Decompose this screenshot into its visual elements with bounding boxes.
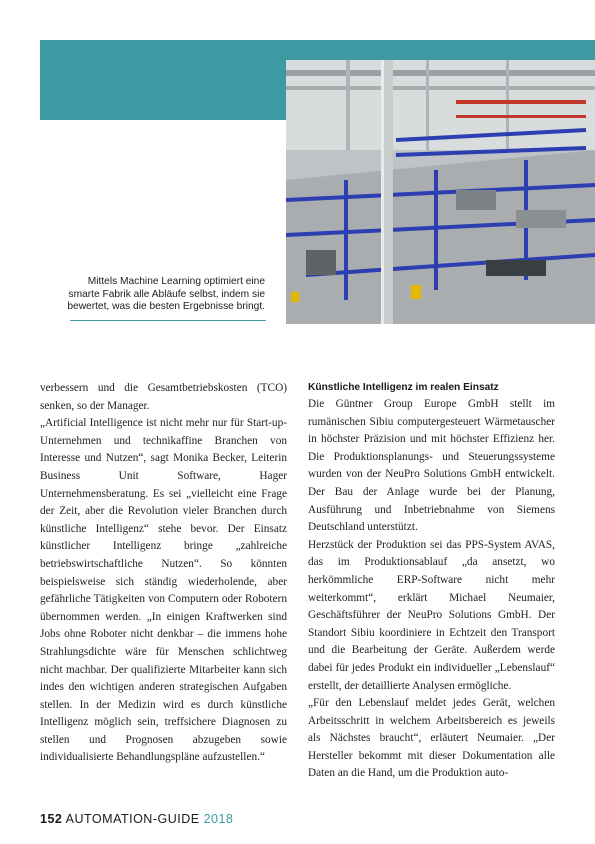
caption-rule bbox=[70, 320, 266, 321]
left-paragraph-1: verbessern und die Gesamtbetriebskosten (TCO) senken, so der Manager. bbox=[40, 382, 287, 412]
publication-year: 2018 bbox=[203, 812, 234, 826]
caption-line-3: bewertet, was die besten Ergebnisse bringt. bbox=[67, 301, 265, 312]
right-paragraph-3: „Für den Lebenslauf meldet jedes Gerät, welchen Arbeitsschritt in welchem Arbeitsbereich es jeweils als Nächstes braucht“, erläutert Neumaier. „Der Hersteller bekommt mit dieser Dokumentation alle Daten an die Hand, um die Produktion auto- bbox=[308, 697, 555, 780]
section-heading: Künstliche Intelligenz im realen Einsatz bbox=[308, 382, 499, 393]
publication-name: AUTOMATION-GUIDE bbox=[65, 812, 200, 826]
right-paragraph-1: Die Güntner Group Europe GmbH stellt im rumänischen Sibiu computergesteuert Wärmetauscher in höchster Präzision und mit höchster Effizienz her. Die Produktionsplanungs- und Steuerungssysteme wurden von der NeuPro Solutions GmbH entwickelt. Der Bau der Anlage wurde bei der Planung, Ausführung und Inbetriebnahme von Siemens Deutschland unterstützt. bbox=[308, 398, 555, 534]
right-paragraph-2: Herzstück der Produktion sei das PPS-System AVAS, das im Produktionsablauf „da ansetzt, wo herkömmliche ERP-Software nicht mehr weiterkommt“, erklärt Michael Neumaier, Geschäftsführer der NeuPro Solutions GmbH. Der Standort Sibiu koordiniere in Echtzeit den Transport und die Bearbeitung der Geräte. Außerdem werde dabei für jedes Produkt ein individueller „Lebenslauf“ erstellt, der detaillierte Analysen ermögliche. bbox=[308, 538, 555, 692]
page-number: 152 bbox=[40, 812, 63, 826]
factory-photo bbox=[286, 60, 595, 324]
left-column bbox=[40, 380, 287, 767]
caption-line-1: Mittels Machine Learning optimiert eine bbox=[87, 276, 265, 287]
header-color-block bbox=[40, 40, 286, 120]
photo-caption bbox=[60, 276, 265, 314]
left-paragraph-2: „Artificial Intelligence ist nicht mehr nur für Start-up-Unternehmen und technikaffine Branchen von Interesse und Nutzen“, sagt Monika Becker, Leiterin Business Unit Software, Hager Unternehmensberatung. Es sei „vielleicht eine Frage der Zeit, aber die Revolution vieler Branchen durch künstliche Intelligenz“ stehe bevor. Der Einsatz künstlicher Intelligenz bringe „zahlreiche betriebswirtschaftliche Nutzen“. So könnten beispielsweise sich ständig wiederholende, aber gefährliche Tätigkeiten von Computern oder Robotern übernommen werden. „In einigen Kraftwerken sind Jobs ohne Roboter nicht denkbar – die immens hohe Strahlungsdichte wäre für Menschen schlichtweg nicht machbar. Der qualifizierte Mitarbeiter kann sich indes den wichtigen anderen strategischen Aufgaben stellen. In der Medizin wird es durch künstliche Intelligenz möglich sein, treffsichere Diagnosen zu stellen und Prognosen abzugeben sowie individualisierte Behandlungspläne aufzustellen.“ bbox=[40, 417, 287, 764]
page-footer bbox=[40, 812, 233, 826]
right-column bbox=[308, 380, 555, 783]
caption-line-2: smarte Fabrik alle Abläufe selbst, indem sie bbox=[68, 288, 265, 300]
